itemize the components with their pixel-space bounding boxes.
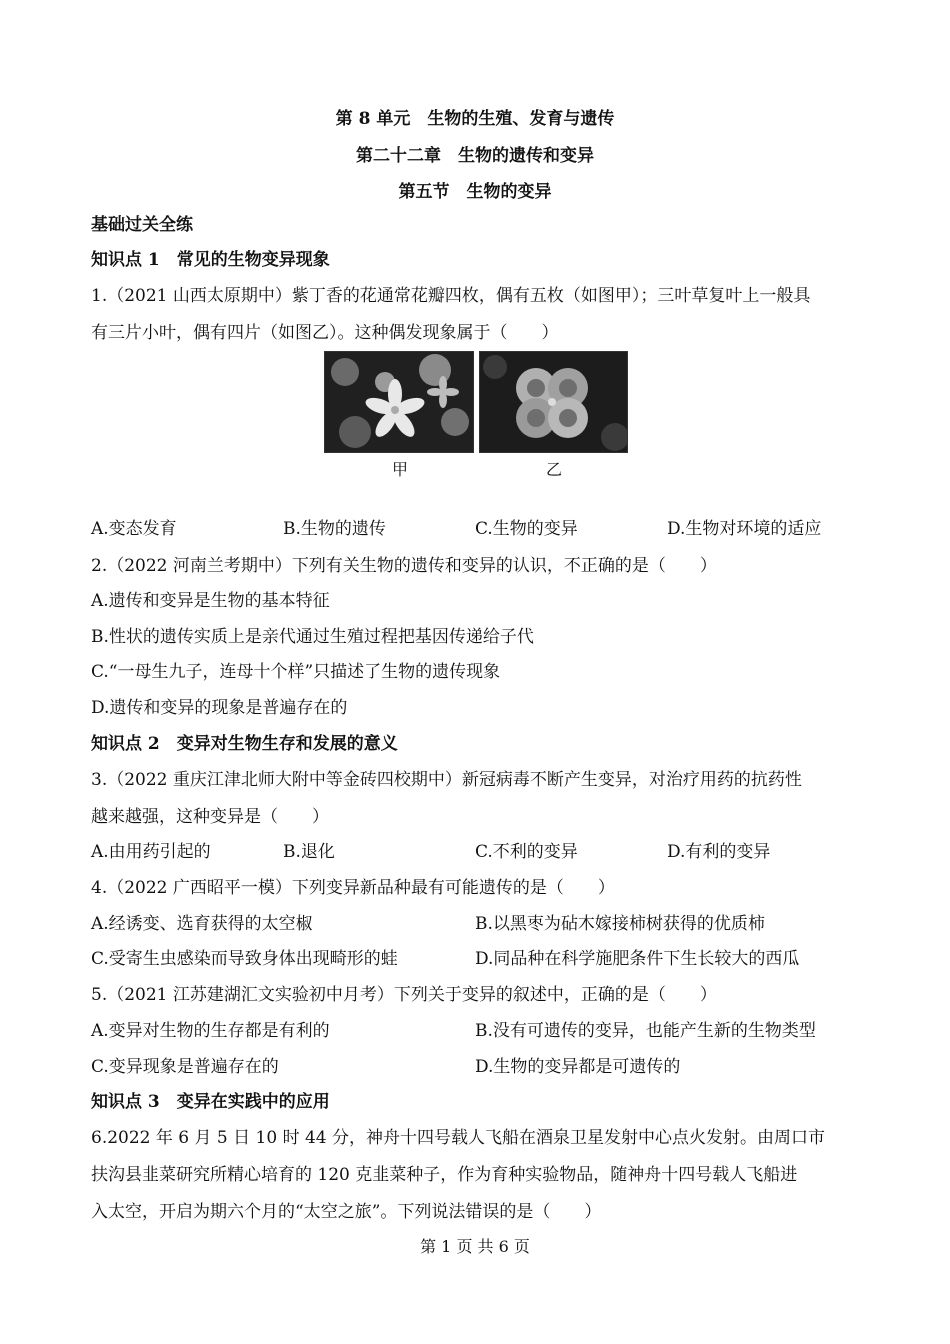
clover-image bbox=[480, 352, 627, 452]
q5-option-b: B.没有可遗传的变异，也能产生新的生物类型 bbox=[475, 1021, 816, 1041]
q1-option-d: D.生物对环境的适应 bbox=[667, 519, 822, 539]
q6-stem-line1: 6.2022 年 6 月 5 日 10 时 44 分，神舟十四号载人飞船在酒泉卫星发射中心点火发射。由周口市 bbox=[91, 1128, 826, 1148]
chapter-title: 第二十二章 生物的遗传和变异 bbox=[356, 146, 594, 166]
knowledge-point-3: 知识点 3 变异在实践中的应用 bbox=[91, 1092, 330, 1112]
q4-option-b: B.以黑枣为砧木嫁接柿树获得的优质柿 bbox=[475, 914, 765, 934]
q5-option-d: D.生物的变异都是可遗传的 bbox=[475, 1057, 681, 1077]
q3-stem-line2: 越来越强，这种变异是（ ） bbox=[91, 807, 329, 827]
q2-option-c: C.“一母生九子，连母十个样”只描述了生物的遗传现象 bbox=[91, 662, 501, 682]
practice-title: 基础过关全练 bbox=[91, 215, 193, 235]
section-title: 第五节 生物的变异 bbox=[398, 182, 552, 202]
lilac-flower-image bbox=[325, 352, 473, 452]
q4-option-a: A.经诱变、选育获得的太空椒 bbox=[91, 914, 313, 934]
q6-stem-line2: 扶沟县韭菜研究所精心培育的 120 克韭菜种子，作为育种实验物品，随神舟十四号载人飞船进 bbox=[91, 1165, 798, 1185]
figure-caption-right: 乙 bbox=[546, 460, 563, 479]
page-footer: 第 1 页 共 6 页 bbox=[420, 1237, 530, 1256]
q5-stem: 5.（2021 江苏建湖汇文实验初中月考）下列关于变异的叙述中，正确的是（ ） bbox=[91, 985, 717, 1005]
q3-option-c: C.不利的变异 bbox=[475, 842, 578, 862]
q2-stem: 2.（2022 河南兰考期中）下列有关生物的遗传和变异的认识，不正确的是（ ） bbox=[91, 556, 717, 576]
q6-stem-line3: 入太空，开启为期六个月的“太空之旅”。下列说法错误的是（ ） bbox=[91, 1202, 602, 1222]
q1-option-b: B.生物的遗传 bbox=[283, 519, 386, 539]
q4-option-c: C.受寄生虫感染而导致身体出现畸形的蛙 bbox=[91, 949, 398, 969]
knowledge-point-1: 知识点 1 常见的生物变异现象 bbox=[91, 250, 330, 270]
q2-option-d: D.遗传和变异的现象是普遍存在的 bbox=[91, 698, 348, 718]
q3-option-a: A.由用药引起的 bbox=[91, 842, 211, 862]
figure-four-leaf-clover bbox=[479, 351, 628, 453]
q1-option-c: C.生物的变异 bbox=[475, 519, 578, 539]
q3-option-d: D.有利的变异 bbox=[667, 842, 771, 862]
q1-option-a: A.变态发育 bbox=[91, 519, 177, 539]
figure-caption-left: 甲 bbox=[392, 460, 409, 479]
q5-option-c: C.变异现象是普遍存在的 bbox=[91, 1057, 279, 1077]
q2-option-a: A.遗传和变异是生物的基本特征 bbox=[91, 591, 330, 611]
q3-stem-line1: 3.（2022 重庆江津北师大附中等金砖四校期中）新冠病毒不断产生变异，对治疗用药的抗药性 bbox=[91, 770, 802, 790]
q2-option-b: B.性状的遗传实质上是亲代通过生殖过程把基因传递给子代 bbox=[91, 627, 534, 647]
q1-stem-line2: 有三片小叶，偶有四片（如图乙）。这种偶发现象属于（ ） bbox=[91, 323, 559, 343]
q3-option-b: B.退化 bbox=[283, 842, 335, 862]
q5-option-a: A.变异对生物的生存都是有利的 bbox=[91, 1021, 330, 1041]
q4-option-d: D.同品种在科学施肥条件下生长较大的西瓜 bbox=[475, 949, 800, 969]
figure-lilac-flower bbox=[324, 351, 474, 453]
q4-stem: 4.（2022 广西昭平一模）下列变异新品种最有可能遗传的是（ ） bbox=[91, 878, 615, 898]
unit-title: 第 8 单元 生物的生殖、发育与遗传 bbox=[335, 109, 615, 129]
q1-stem-line1: 1.（2021 山西太原期中）紫丁香的花通常花瓣四枚，偶有五枚（如图甲）；三叶草复叶上一般具 bbox=[91, 286, 811, 306]
knowledge-point-2: 知识点 2 变异对生物生存和发展的意义 bbox=[91, 734, 398, 754]
